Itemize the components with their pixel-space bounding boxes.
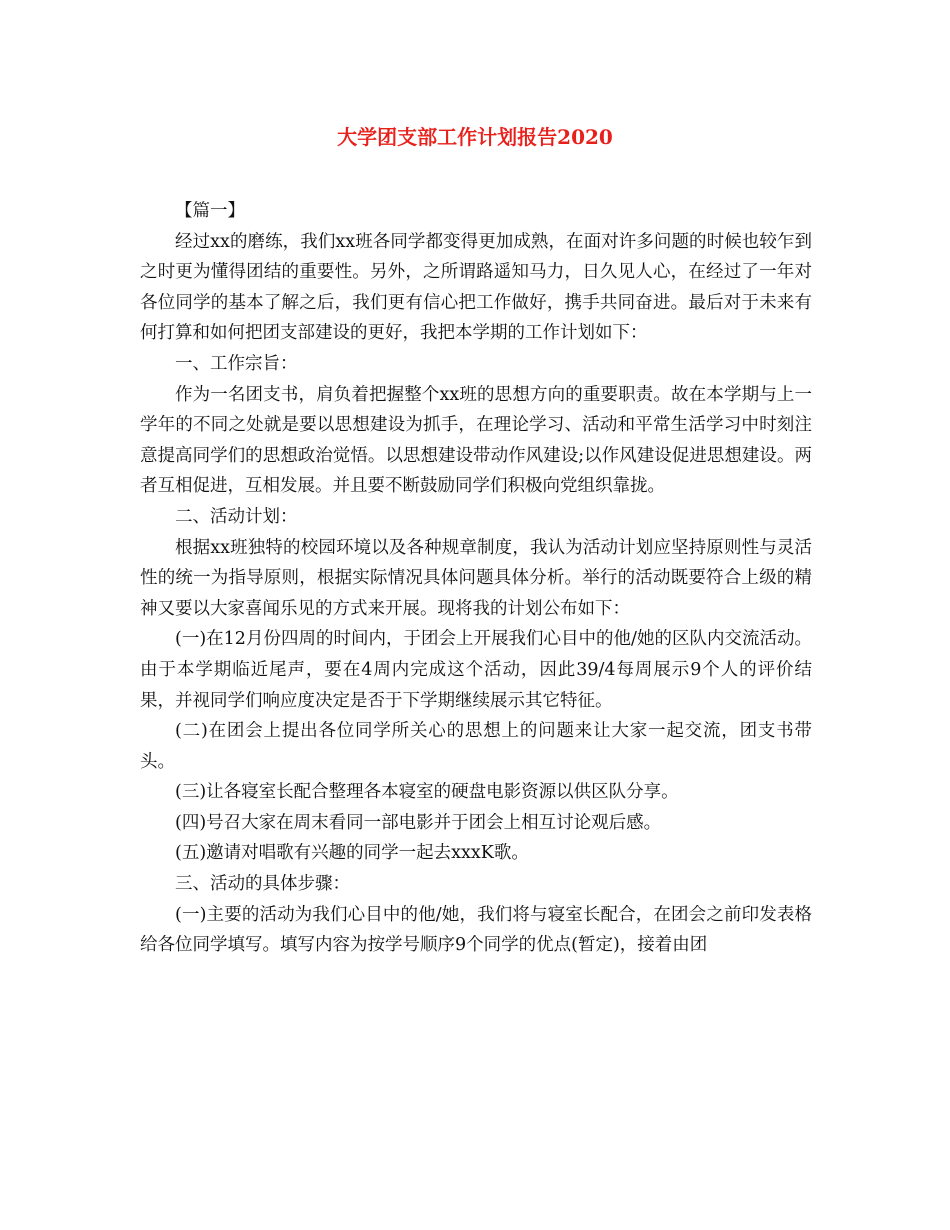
plan-item-2: (二)在团会上提出各位同学所关心的思想上的问题来让大家一起交流，团支书带头。 <box>140 721 812 772</box>
section-heading-part-one: 【篇一】 <box>175 201 245 221</box>
plan-item-5: (五)邀请对唱歌有兴趣的同学一起去xxxK歌。 <box>175 843 529 864</box>
plan-item-3: (三)让各寝室长配合整理各本寝室的硬盘电影资源以供区队分享。 <box>175 782 679 803</box>
document-body <box>140 196 812 961</box>
activity-plan-paragraph: 根据xx班独特的校园环境以及各种规章制度，我认为活动计划应坚持原则性与灵活性的统一为指导原则，根据实际情况具体问题具体分析。举行的活动既要符合上级的精神又要以大家喜闻乐见的方式来开展。现将我的计划公布如下： <box>140 537 812 619</box>
document-title: 大学团支部工作计划报告2020 <box>337 125 613 149</box>
purpose-paragraph: 作为一名团支书，肩负着把握整个xx班的思想方向的重要职责。故在本学期与上一学年的不同之处就是要以思想建设为抓手，在理论学习、活动和平常生活学习中时刻注意提高同学们的思想政治觉悟。以思想建设带动作风建设;以作风建设促进思想建设。两者互相促进，互相发展。并且要不断鼓励同学们积极向党组织靠拢。 <box>140 384 812 497</box>
section-heading-activity-plan: 二、活动计划： <box>175 506 298 527</box>
section-heading-purpose: 一、工作宗旨： <box>175 353 298 374</box>
intro-paragraph: 经过xx的磨练，我们xx班各同学都变得更加成熟，在面对许多问题的时候也较乍到之时更为懂得团结的重要性。另外，之所谓路遥知马力，日久见人心，在经过了一年对各位同学的基本了解之后，我们更有信心把工作做好，携手共同奋进。最后对于未来有何打算和如何把团支部建设的更好，我把本学期的工作计划如下： <box>140 231 812 344</box>
plan-item-4: (四)号召大家在周末看同一部电影并于团会上相互讨论观后感。 <box>175 812 662 833</box>
plan-item-1: (一)在12月份四周的时间内，于团会上开展我们心目中的他/她的区队内交流活动。由于本学期临近尾声，要在4周内完成这个活动，因此39/4每周展示9个人的评价结果，并视同学们响应度决定是否于下学期继续展示其它特征。 <box>140 629 812 711</box>
steps-item-1: (一)主要的活动为我们心目中的他/她，我们将与寝室长配合，在团会之前印发表格给各位同学填写。填写内容为按学号顺序9个同学的优点(暂定)，接着由团 <box>140 904 812 956</box>
section-heading-steps: 三、活动的具体步骤： <box>175 874 350 895</box>
